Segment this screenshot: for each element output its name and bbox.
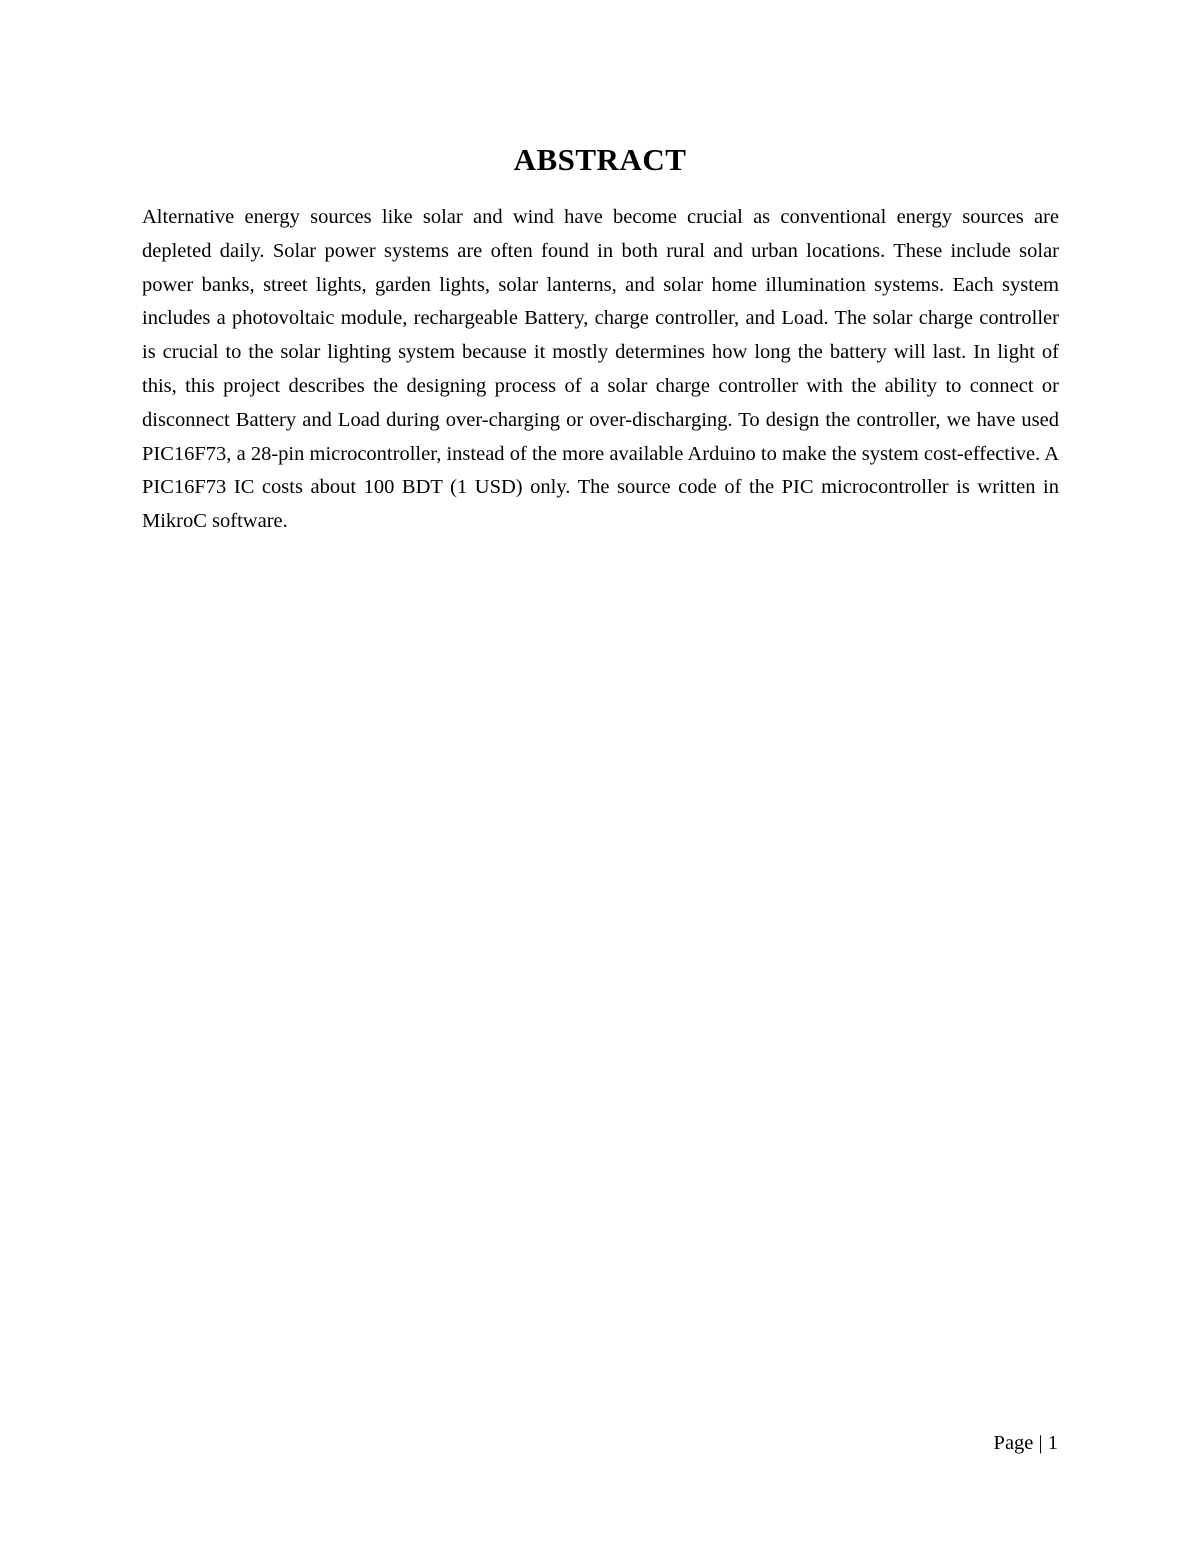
page-title: ABSTRACT [513,142,687,177]
page-number: Page | 1 [993,1432,1058,1454]
abstract-paragraph: Alternative energy sources like solar and wind have become crucial as conventional energy sources are depleted daily. Solar power systems are often found in both rural and urban locations. These include solar power banks, street lights, garden lights, solar lanterns, and solar home illumination systems. Each system includes a photovoltaic module, rechargeable Battery, charge controller, and Load. The solar charge controller is crucial to the solar lighting system because it mostly determines how long the battery will last. In light of this, this project describes the designing process of a solar charge controller with the ability to connect or disconnect Battery and Load during over-charging or over-discharging. To design the controller, we have used PIC16F73, a 28-pin microcontroller, instead of the more available Arduino to make the system cost-effective. A PIC16F73 IC costs about 100 BDT (1 USD) only. The source code of the PIC microcontroller is written in MikroC software. [142,206,1059,533]
